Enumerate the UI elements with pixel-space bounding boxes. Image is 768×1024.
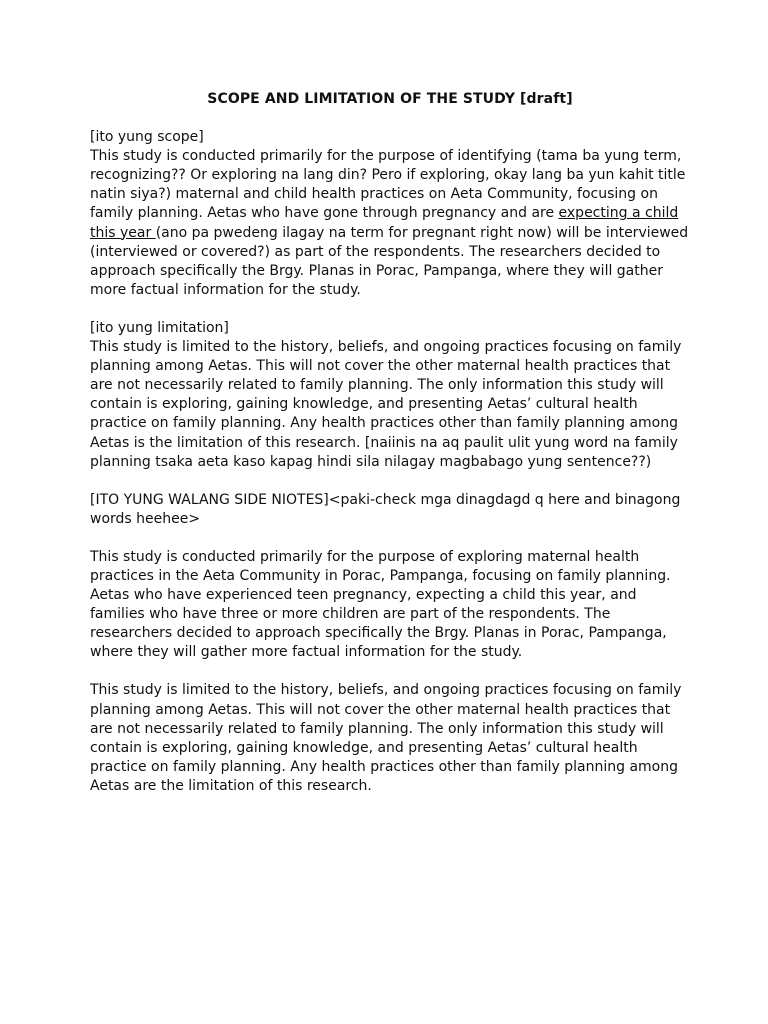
limitation-paragraph: This study is limited to the history, beliefs, and ongoing practices focusing on family planning among Aetas. This will not cover the other maternal health practices that are not necessarily related to family planning. The only information this study will contain is exploring, gaining knowledge, and presenting Aetas’ cultural health practice on family planning. Any health practices other than family planning among Aetas is the limitation of this research. [naiinis na aq paulit ulit yung word na family planning tsaka aeta kaso kapag hindi sila nilagay magbabago yung sentence??) bbox=[90, 339, 682, 470]
scope-underlined-phrase: expecting a child this year bbox=[90, 205, 679, 241]
final-scope-paragraph: This study is conducted primarily for the purpose of exploring maternal health practices in the Aeta Community in Porac, Pampanga, focusing on family planning. Aetas who have experienced teen pregnancy, expecting a child this year, and families who have three or more children are part of the respondents. The researchers decided to approach specifically the Brgy. Planas in Porac, Pampanga, where they will gather more factual information for the study. bbox=[90, 548, 671, 661]
scope-text-end: (ano pa pwedeng ilagay na term for pregnant right now) will be interviewed (interviewed or covered?) as part of the respondents. The researchers decided to approach specifically the Brgy. Planas in Porac, Pampanga, where they will gather more factual information for the study. bbox=[90, 224, 689, 298]
document-page bbox=[90, 90, 690, 815]
document-title: SCOPE AND LIMITATION OF THE STUDY [draft] bbox=[207, 91, 573, 107]
no-notes-header: [ITO YUNG WALANG SIDE NIOTES]<paki-check mga dinagdagd q here and binagong words heehee> bbox=[90, 491, 681, 527]
scope-text-start: This study is conducted primarily for the purpose of identifying (tama ba yung term, recognizing?? Or exploring na lang din? Pero if exploring, okay lang ba yun kahit title natin siya?) maternal and child health practices on Aeta Community, focusing on family planning. Aetas who have gone through pregnancy and are bbox=[90, 148, 686, 222]
limitation-label: [ito yung limitation] bbox=[90, 319, 229, 336]
scope-paragraph bbox=[90, 147, 690, 300]
scope-label: [ito yung scope] bbox=[90, 129, 204, 146]
final-limitation-paragraph: This study is limited to the history, beliefs, and ongoing practices focusing on family planning among Aetas. This will not cover the other maternal health practices that are not necessarily related to family planning. The only information this study will contain is exploring, gaining knowledge, and presenting Aetas’ cultural health practice on family planning. Any health practices other than family planning among Aetas are the limitation of this research. bbox=[90, 682, 682, 794]
